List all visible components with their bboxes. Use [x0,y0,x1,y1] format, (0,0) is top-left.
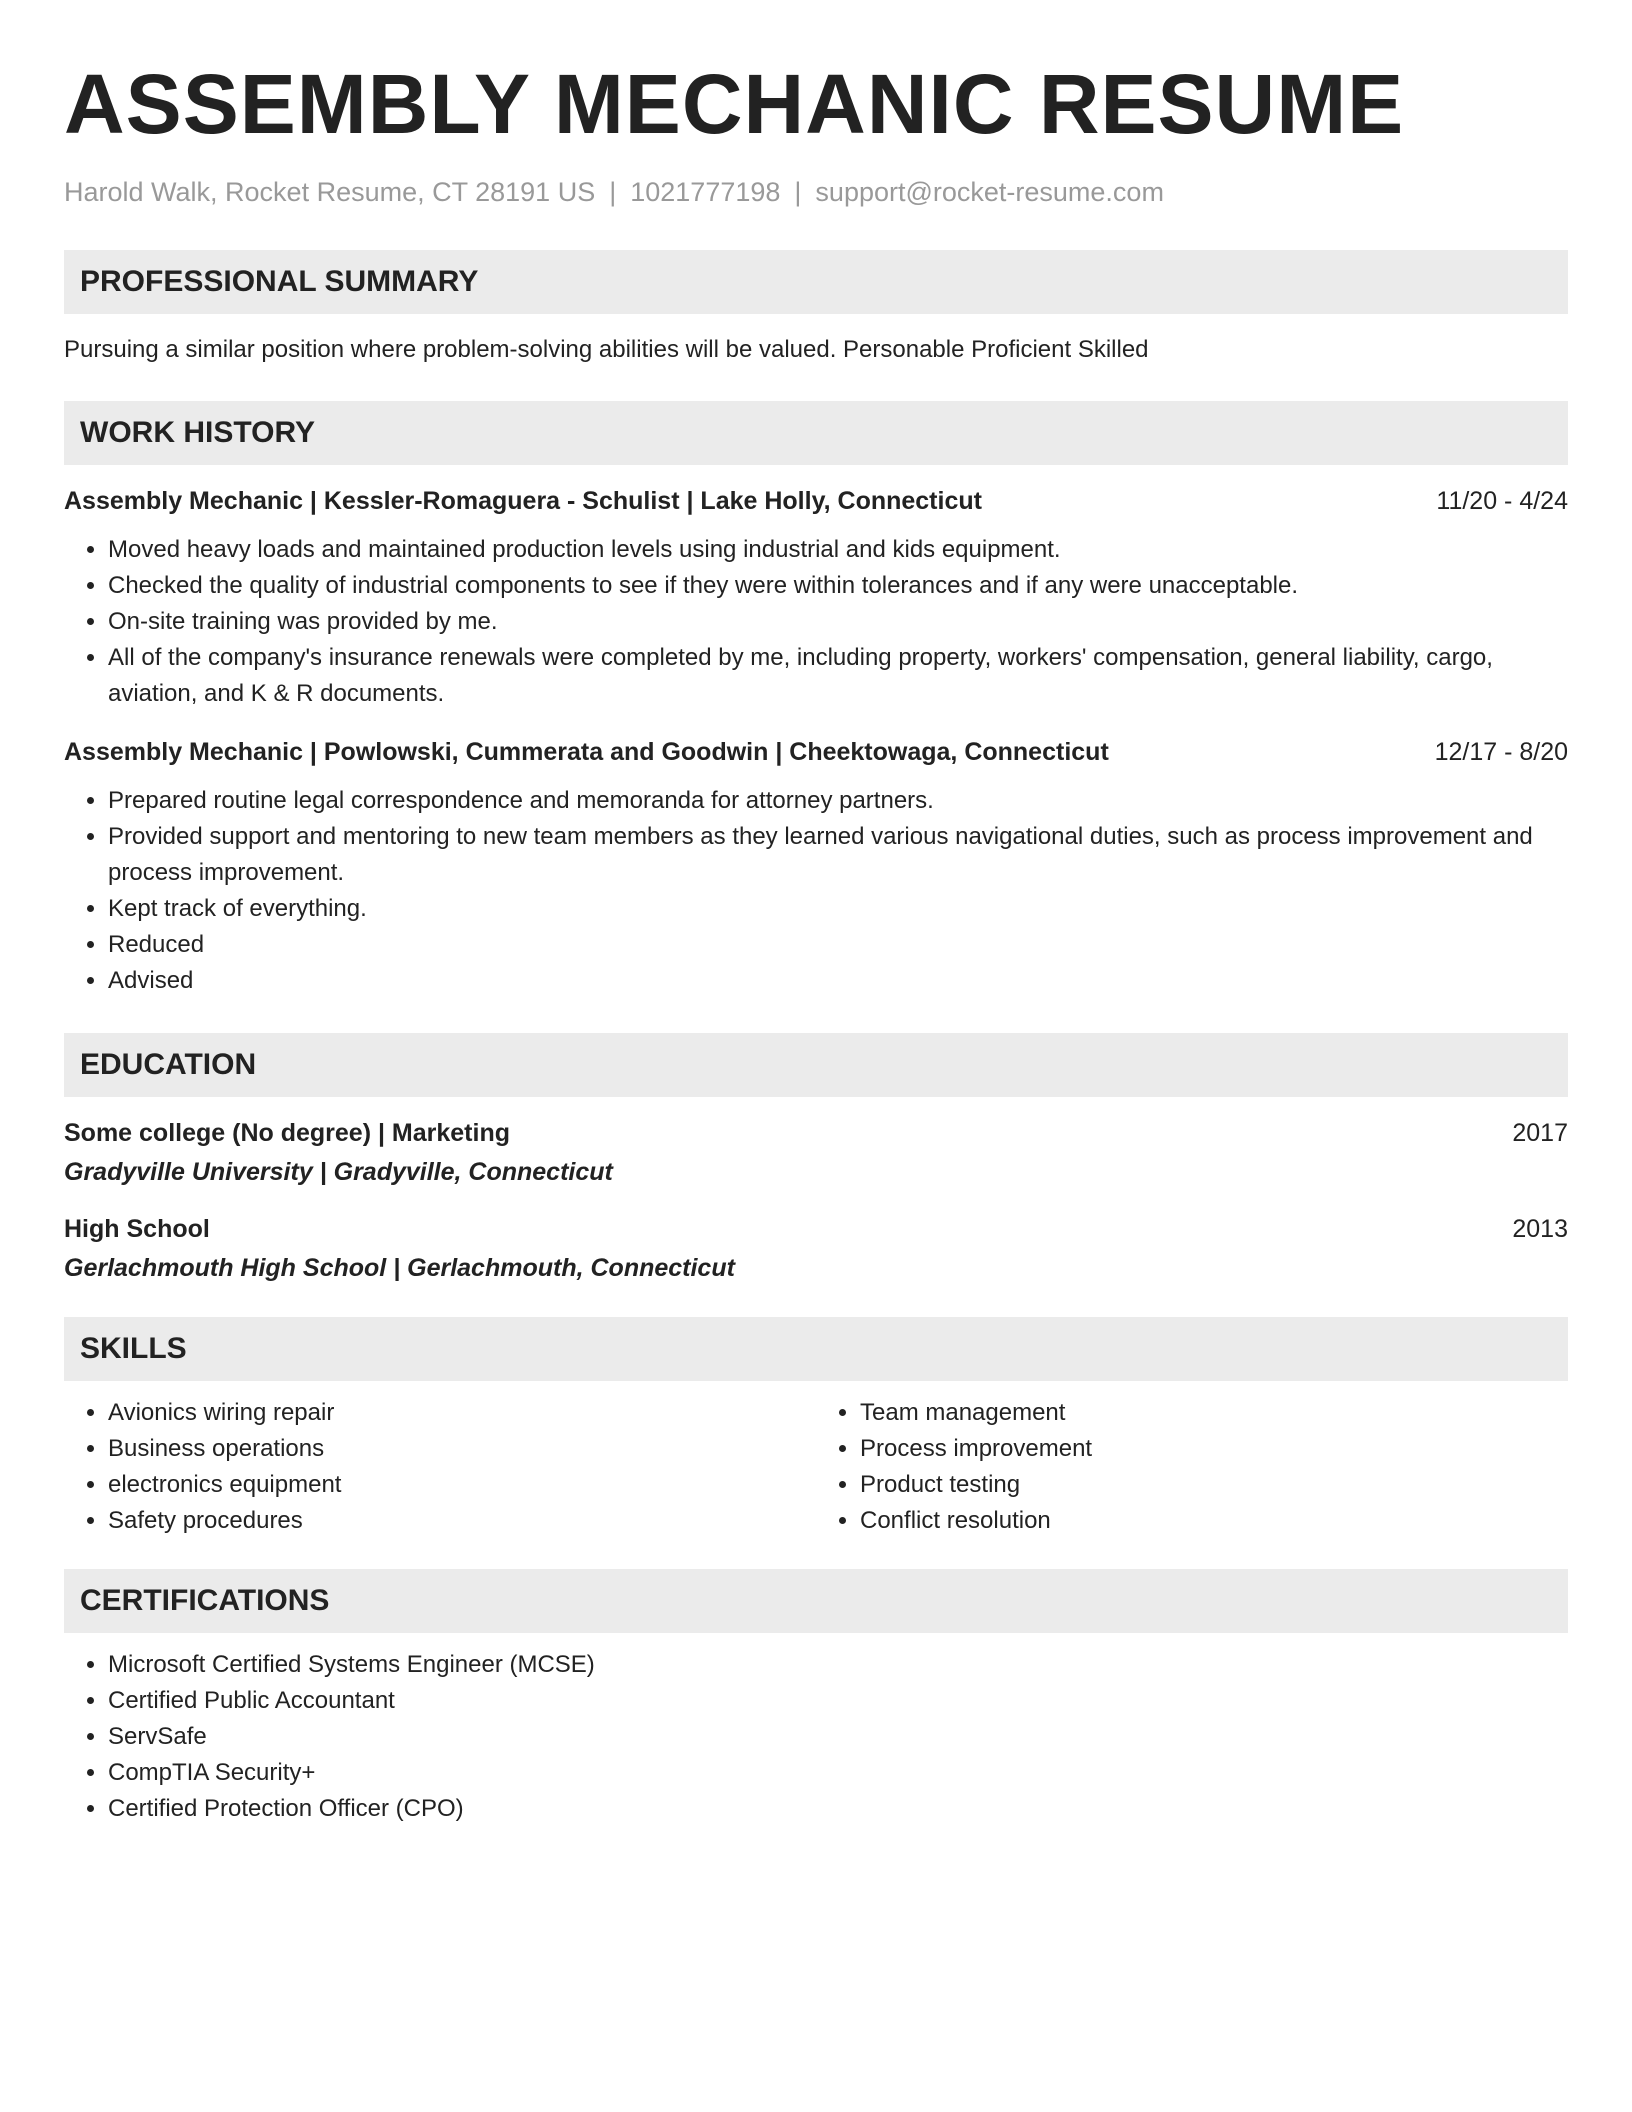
job-bullet: • All of the company's insurance renewals were completed by me, including property, workers' compensation, general liability, cargo, aviation, and K & R documents. [108,640,1568,712]
contact-separator: | [794,177,802,207]
education-entry [64,1119,1568,1187]
skill-item: • Business operations [108,1431,816,1467]
education-entry [64,1215,1568,1283]
job-bullet: • Prepared routine legal correspondence and memoranda for attorney partners. [108,783,1568,819]
job-bullet: • Checked the quality of industrial components to see if they were within tolerances and if any were unacceptable. [108,568,1568,604]
job-dates: 12/17 - 8/20 [1434,737,1568,766]
skill-item: • Team management [860,1395,1568,1431]
skills-grid [64,1395,1568,1539]
resume-title: ASSEMBLY MECHANIC RESUME [64,57,1405,151]
education-title: Some college (No degree) | Marketing [64,1118,510,1147]
job-bullet: • Provided support and mentoring to new team members as they learned various navigational duties, such as process improvement and process improvement. [108,819,1568,891]
job-header [64,487,1568,516]
education-date: 2017 [1512,1118,1568,1147]
job-title: Assembly Mechanic | Powlowski, Cummerata and Goodwin | Cheektowaga, Connecticut [64,737,1109,766]
contact-phone: 1021777198 [630,177,781,207]
certification-item: • ServSafe [108,1719,1568,1755]
job-bullets [64,783,1568,999]
contact-address: Harold Walk, Rocket Resume, CT 28191 US [64,177,596,207]
contact-separator: | [609,177,617,207]
skills-heading: SKILLS [64,1317,1568,1381]
contact-line [64,176,1568,208]
job-entry [64,738,1568,999]
skill-item: • Conflict resolution [860,1503,1568,1539]
contact-email: support@rocket-resume.com [815,177,1164,207]
education-title: High School [64,1214,210,1243]
certification-item: • Microsoft Certified Systems Engineer (MCSE) [108,1647,1568,1683]
work-history-heading: WORK HISTORY [64,401,1568,465]
skill-item: • Safety procedures [108,1503,816,1539]
job-bullet: • Kept track of everything. [108,891,1568,927]
skill-item: • Process improvement [860,1431,1568,1467]
education-header [64,1119,1568,1148]
job-bullet: • On-site training was provided by me. [108,604,1568,640]
certification-item: • Certified Protection Officer (CPO) [108,1791,1568,1827]
job-dates: 11/20 - 4/24 [1436,486,1568,515]
education-header [64,1215,1568,1244]
certification-item: • Certified Public Accountant [108,1683,1568,1719]
education-school: Gerlachmouth High School | Gerlachmouth, Connecticut [64,1253,735,1282]
skills-column [64,1395,816,1539]
skill-item: • Avionics wiring repair [108,1395,816,1431]
certification-item: • CompTIA Security+ [108,1755,1568,1791]
education-date: 2013 [1512,1214,1568,1243]
skill-item: • electronics equipment [108,1467,816,1503]
summary-text: Pursuing a similar position where problem-solving abilities will be valued. Personable Proficient Skilled [64,336,1149,364]
skill-item: • Product testing [860,1467,1568,1503]
education-heading: EDUCATION [64,1033,1568,1097]
job-bullet: • Moved heavy loads and maintained production levels using industrial and kids equipment. [108,532,1568,568]
job-entry [64,487,1568,712]
certifications-list [64,1647,1568,1827]
job-title: Assembly Mechanic | Kessler-Romaguera - Schulist | Lake Holly, Connecticut [64,486,982,515]
skills-column [816,1395,1568,1539]
job-bullets [64,532,1568,712]
job-bullet: • Advised [108,963,1568,999]
job-header [64,738,1568,767]
job-bullet: • Reduced [108,927,1568,963]
education-school: Gradyville University | Gradyville, Connecticut [64,1157,613,1186]
summary-heading: PROFESSIONAL SUMMARY [64,250,1568,314]
certifications-heading: CERTIFICATIONS [64,1569,1568,1633]
